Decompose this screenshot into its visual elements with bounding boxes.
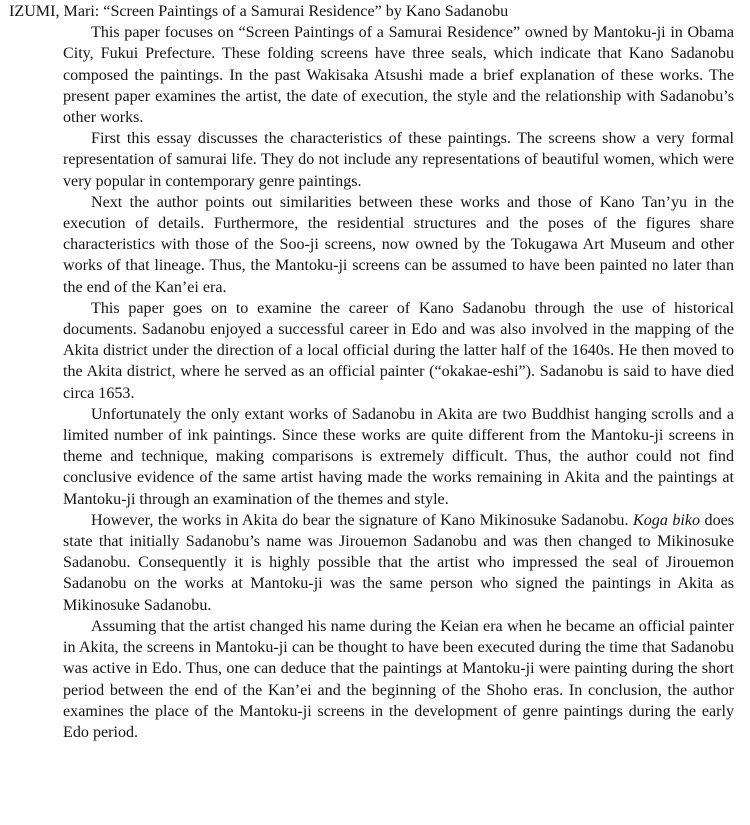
- paragraph-4: This paper goes on to examine the career of Kano Sadanobu through the use of historical documents. Sadanobu enjoyed a successful career in Edo and was also involved in the mapping of the Akita district under the direction of a local official during the latter half of the 1640s. He then moved to the Akita district, where he served as an official painter (“okakae-eshi”). Sadanobu is said to have died circa 1653.: [63, 299, 734, 402]
- paragraph-6-rest: does state that initially Sadanobu’s name was Jirouemon Sadanobu and was then changed to Mikinosuke Sadanobu. Consequently it is highly possible that the artist who impressed the seal of Jirouemon Sadanobu on the works at Mantoku-ji was the same person who signed the paintings in Akita as Mikinosuke Sadanobu.: [63, 511, 735, 614]
- paragraph-3: Next the author points out similarities between these works and those of Kano Tan’yu in the execution of details. Furthermore, the residential structures and the poses of the figures share characteristics with those of the Soo-ji screens, now owned by the Tokugawa Art Museum and other works of that lineage. Thus, the Mantoku-ji screens can be assumed to have been painted no later than the end of the Kan’ei era.: [63, 193, 734, 296]
- paragraph-6-lead: However, the works in Akita do bear the signature of Kano Mikinosuke Sadanobu.: [91, 511, 629, 529]
- page: [9, 1, 734, 743]
- paragraph-2: First this essay discusses the characteristics of these paintings. The screens show a very formal representation of samurai life. They do not include any representations of beautiful women, which were very popular in contemporary genre paintings.: [63, 130, 734, 190]
- paragraph-6: [63, 510, 734, 616]
- book-title-koga-biko: Koga biko: [632, 511, 701, 529]
- article-body: [9, 22, 734, 743]
- paragraph-5: Unfortunately the only extant works of Sadanobu in Akita are two Buddhist hanging scrolls and a limited number of ink paintings. Since these works are quite different from the Mantoku-ji screens in theme and technique, making comparisons is extremely difficult. Thus, the author could not find conclusive evidence of the same artist having made the works remaining in Akita and the paintings at Mantoku-ji through an examination of the themes and style.: [63, 405, 734, 508]
- paragraph-7: Assuming that the artist changed his name during the Keian era when he became an official painter in Akita, the screens in Mantoku-ji can be thought to have been executed during the time that Sadanobu was active in Edo. Thus, one can deduce that the paintings at Mantoku-ji were painting during the short period between the end of the Kan’ei and the beginning of the Shoho eras. In conclusion, the author examines the place of the Mantoku-ji screens in the development of genre paintings during the early Edo period.: [63, 617, 734, 741]
- article-title: IZUMI, Mari: “Screen Paintings of a Samurai Residence” by Kano Sadanobu: [9, 3, 509, 20]
- paragraph-1: This paper focuses on “Screen Paintings of a Samurai Residence” owned by Mantoku-ji in Obama City, Fukui Prefecture. These folding screens have three seals, which indicate that Kano Sadanobu composed the paintings. In the past Wakisaka Atsushi made a brief explanation of these works. The present paper examines the artist, the date of execution, the style and the relationship with Sadanobu’s other works.: [63, 24, 734, 127]
